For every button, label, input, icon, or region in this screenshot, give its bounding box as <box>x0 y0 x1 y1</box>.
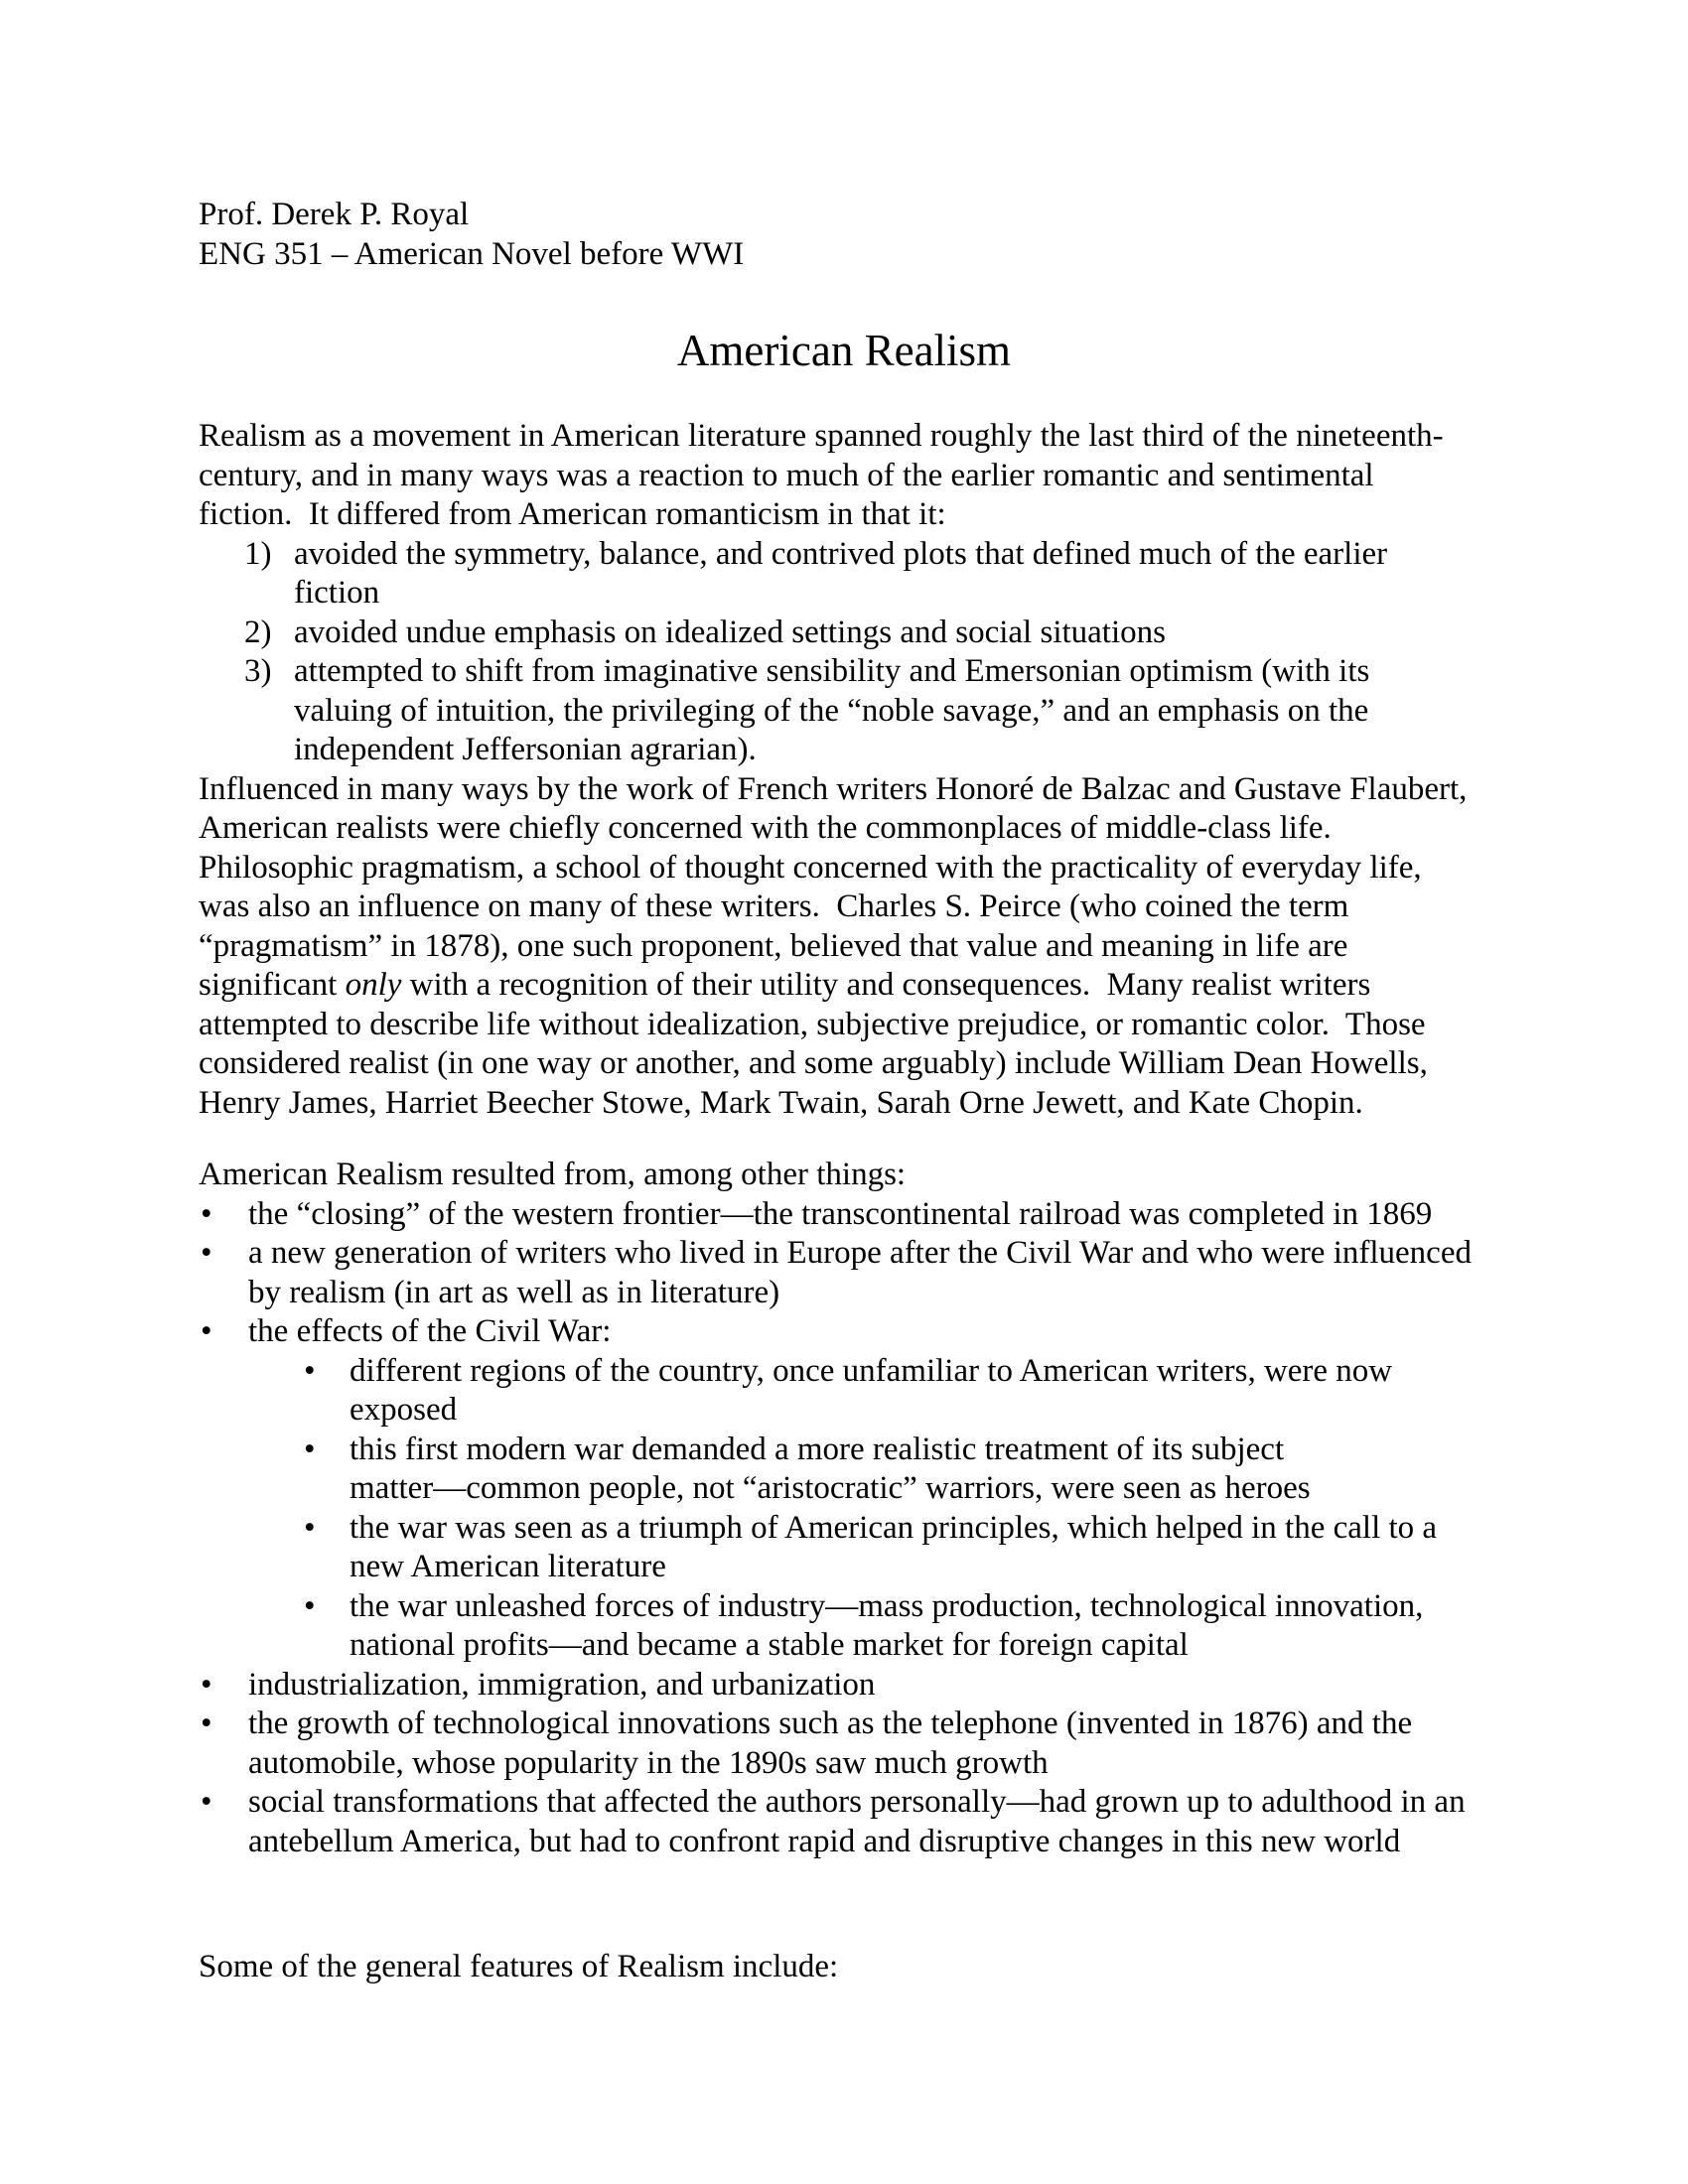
body-paragraph <box>199 770 1489 1124</box>
bullet-marker: • <box>201 1235 212 1271</box>
numbered-item <box>199 614 1489 653</box>
bullet-marker: • <box>201 1195 212 1232</box>
numbered-item-line: valuing of intuition, the privileging of the “noble savage,” and an emphasis on the <box>294 692 1369 729</box>
professor-name: Prof. Derek P. Royal <box>199 197 470 232</box>
bullet-line: different regions of the country, once unfamiliar to American writers, were now <box>350 1352 1393 1389</box>
numbered-item-line: fiction <box>294 575 380 611</box>
features-section-heading: Some of the general features of Realism include: <box>199 1949 839 1984</box>
course-header <box>199 196 1489 274</box>
bullet-item <box>199 1705 1489 1783</box>
intro-line: Realism as a movement in American literature spanned roughly the last third of the nineteenth- <box>199 418 1444 454</box>
bullet-marker: • <box>201 1313 212 1349</box>
body-text-italic: only <box>345 967 402 1003</box>
numbered-item <box>199 652 1489 770</box>
document-title: American Realism <box>676 326 1012 375</box>
course-name: ENG 351 – American Novel before WWI <box>199 235 745 272</box>
bullet-marker: • <box>304 1509 316 1546</box>
spacer <box>199 1123 1489 1156</box>
intro-paragraph <box>199 417 1489 535</box>
bullet-item <box>199 1195 1489 1235</box>
body-line: was also an influence on many of these writers. Charles S. Peirce (who coined the term <box>199 888 1349 924</box>
numbered-item <box>199 535 1489 614</box>
bullet-line: the war was seen as a triumph of American principles, which helped in the call to a <box>350 1509 1438 1546</box>
bullet-item <box>199 1783 1489 1861</box>
bullet-marker: • <box>304 1587 316 1624</box>
body-line <box>199 966 1489 1006</box>
numbered-item-line: independent Jeffersonian agrarian). <box>294 732 757 767</box>
body-text-segment: with a recognition of their utility and consequences. Many realist writers <box>401 967 1371 1003</box>
list-number: 2) <box>244 614 272 650</box>
numbered-item-line: avoided the symmetry, balance, and contrived plots that defined much of the earlier <box>294 535 1388 572</box>
sub-bullet-item <box>199 1431 1489 1509</box>
bullet-line: by realism (in art as well as in literature) <box>248 1274 780 1310</box>
bullet-marker: • <box>201 1666 212 1703</box>
bullet-marker: • <box>304 1431 316 1467</box>
bullet-line: automobile, whose popularity in the 1890s saw much growth <box>248 1744 1049 1781</box>
body-line: Henry James, Harriet Beecher Stowe, Mark Twain, Sarah Orne Jewett, and Kate Chopin. <box>199 1084 1363 1121</box>
bullet-line: the effects of the Civil War: <box>248 1313 612 1349</box>
spacer <box>199 1861 1489 1948</box>
bullet-marker: • <box>304 1352 316 1389</box>
numbered-list <box>199 535 1489 770</box>
bullet-line: a new generation of writers who lived in Europe after the Civil War and who were influenced <box>248 1235 1472 1271</box>
resulted-section-heading: American Realism resulted from, among other things: <box>199 1157 907 1192</box>
body-text-segment: significant <box>199 967 346 1003</box>
bullet-line: national profits—and became a stable market for foreign capital <box>350 1627 1189 1663</box>
numbered-item-line: avoided undue emphasis on idealized settings and social situations <box>294 614 1166 650</box>
bullet-line: the “closing” of the western frontier—the transcontinental railroad was completed in 1869 <box>248 1195 1433 1232</box>
body-line: attempted to describe life without idealization, subjective prejudice, or romantic color. Those <box>199 1006 1426 1042</box>
bullet-item <box>199 1666 1489 1706</box>
bullet-line: the war unleashed forces of industry—mass production, technological innovation, <box>350 1587 1424 1624</box>
body-line: Philosophic pragmatism, a school of thought concerned with the practicality of everyday life, <box>199 849 1422 886</box>
bullet-line: antebellum America, but had to confront rapid and disruptive changes in this new world <box>248 1823 1401 1859</box>
body-line: “pragmatism” in 1878), one such proponent, believed that value and meaning in life are <box>199 927 1348 964</box>
body-line: Influenced in many ways by the work of French writers Honoré de Balzac and Gustave Flaubert, <box>199 770 1468 807</box>
bullet-line: this first modern war demanded a more realistic treatment of its subject <box>350 1431 1285 1467</box>
bullet-line: industrialization, immigration, and urbanization <box>248 1666 876 1703</box>
bullet-line: social transformations that affected the authors personally—had grown up to adulthood in an <box>248 1784 1466 1820</box>
bullet-line: matter—common people, not “aristocratic” warriors, were seen as heroes <box>350 1470 1311 1506</box>
intro-line: fiction. It differed from American romanticism in that it: <box>199 496 946 532</box>
list-number: 3) <box>244 653 272 689</box>
sub-bullet-item <box>199 1352 1489 1431</box>
list-number: 1) <box>244 535 272 572</box>
body-line: American realists were chiefly concerned with the commonplaces of middle-class life. <box>199 810 1332 846</box>
resulted-bullet-list <box>199 1195 1489 1862</box>
body-line: considered realist (in one way or another, and some arguably) include William Dean Howells, <box>199 1045 1428 1081</box>
bullet-item <box>199 1312 1489 1352</box>
bullet-line: the growth of technological innovations such as the telephone (invented in 1876) and the <box>248 1706 1413 1741</box>
bullet-item <box>199 1234 1489 1312</box>
numbered-item-line: attempted to shift from imaginative sensibility and Emersonian optimism (with its <box>294 653 1370 689</box>
sub-bullet-item <box>199 1587 1489 1666</box>
sub-bullet-item <box>199 1509 1489 1587</box>
intro-line: century, and in many ways was a reaction to much of the earlier romantic and sentimental <box>199 457 1374 493</box>
bullet-marker: • <box>201 1706 212 1741</box>
bullet-marker: • <box>201 1784 212 1820</box>
bullet-line: new American literature <box>350 1549 666 1584</box>
bullet-line: exposed <box>350 1392 458 1428</box>
